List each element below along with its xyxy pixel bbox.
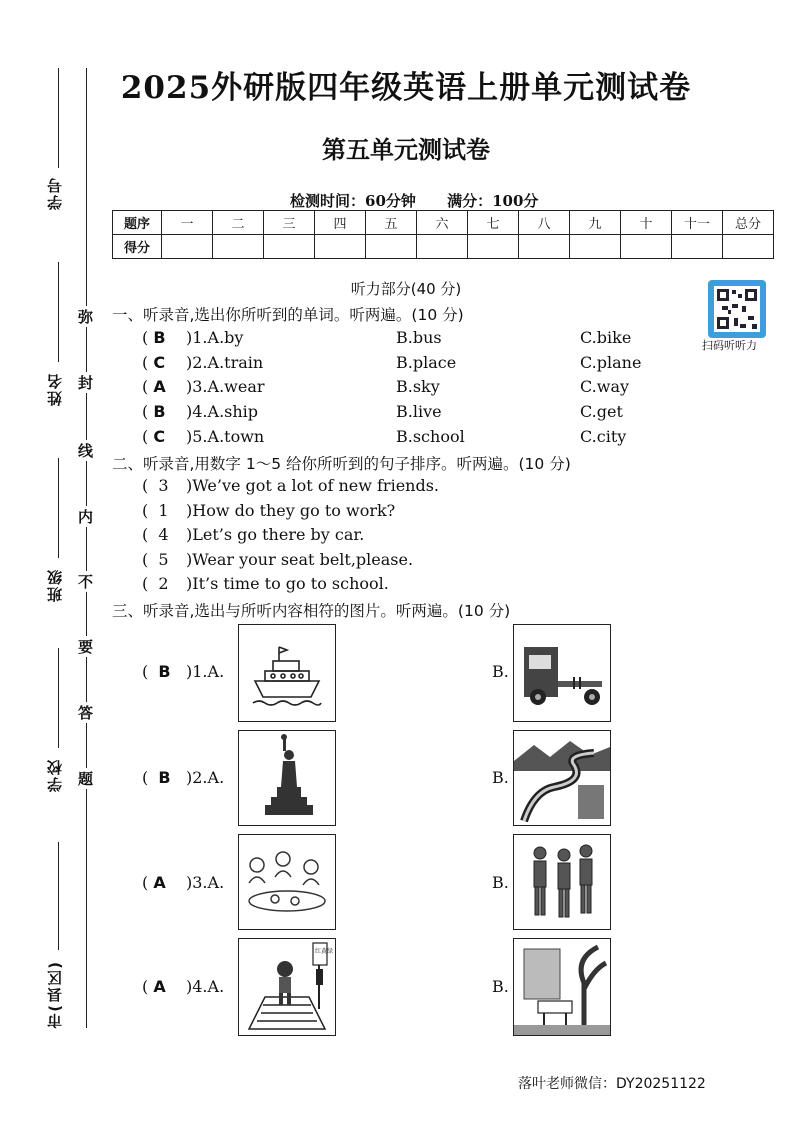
- score-cell[interactable]: [468, 235, 519, 259]
- answer-value: B: [158, 768, 171, 787]
- city-label: 市(县区): [46, 960, 64, 1029]
- statue-of-liberty-picture[interactable]: [238, 730, 336, 826]
- table-column-header: 一: [162, 211, 213, 235]
- answer-value: B: [153, 402, 166, 421]
- seal-char: 封: [78, 374, 94, 392]
- order-value: 3: [158, 476, 169, 495]
- option-b: B.bus: [396, 328, 442, 347]
- table-column-header: 二: [213, 211, 264, 235]
- score-cell[interactable]: [519, 235, 570, 259]
- table-column-header: 六: [417, 211, 468, 235]
- qr-label: 扫码听听力: [702, 339, 757, 352]
- option-a-label: )2.A.: [186, 768, 225, 787]
- page-title: 2025外研版四年级英语上册单元测试卷: [120, 70, 692, 106]
- order-blank[interactable]: ( 1: [142, 501, 169, 520]
- option-b-label: B.: [492, 662, 509, 681]
- order-value: 4: [158, 525, 169, 544]
- order-blank[interactable]: ( 3: [142, 476, 169, 495]
- great-wall-picture[interactable]: [513, 730, 611, 826]
- student-id-label: 学号: [46, 176, 64, 210]
- answer-blank[interactable]: ( B: [142, 402, 166, 421]
- sentence: )Wear your seat belt,please.: [186, 550, 414, 569]
- option-c: C.bike: [580, 328, 632, 347]
- score-cell[interactable]: [417, 235, 468, 259]
- margin-rule: [58, 262, 59, 362]
- ship-picture[interactable]: [238, 624, 336, 722]
- picnic-picture[interactable]: [238, 834, 336, 930]
- table-column-header: 四: [315, 211, 366, 235]
- answer-blank[interactable]: ( B: [142, 768, 171, 787]
- option-b: B.sky: [396, 377, 440, 396]
- score-table-header-row: [113, 211, 774, 235]
- option-b: B.school: [396, 427, 465, 446]
- option-a-label: )1.A.: [186, 662, 225, 681]
- statue-icon: [239, 731, 335, 825]
- option-a: )2.A.train: [186, 353, 264, 372]
- crosswalk-icon: [239, 939, 335, 1035]
- answer-blank[interactable]: ( B: [142, 662, 171, 681]
- hikers-icon: [514, 835, 610, 929]
- option-b: B.live: [396, 402, 442, 421]
- option-a: )4.A.ship: [186, 402, 259, 421]
- answer-value: B: [158, 662, 171, 681]
- option-b-label: B.: [492, 768, 509, 787]
- tree-and-sign-icon: [514, 939, 610, 1035]
- score-cell[interactable]: [213, 235, 264, 259]
- class-label: 班级: [46, 568, 64, 602]
- margin-rule: [58, 842, 59, 950]
- sign-text: 红黄绿: [315, 948, 334, 955]
- seal-char: 不: [78, 573, 94, 591]
- answer-blank[interactable]: ( A: [142, 977, 166, 996]
- option-c: C.way: [580, 377, 630, 396]
- order-blank[interactable]: ( 4: [142, 525, 169, 544]
- answer-blank[interactable]: ( C: [142, 427, 166, 446]
- table-column-header: 五: [366, 211, 417, 235]
- option-a-label: )4.A.: [186, 977, 225, 996]
- table-header-cell: 题序: [113, 211, 162, 235]
- sentence: )It’s time to go to school.: [186, 574, 389, 593]
- exam-meta: [290, 190, 564, 211]
- unit-subtitle: 第五单元测试卷: [322, 135, 490, 164]
- score-cell[interactable]: [162, 235, 213, 259]
- time-limit: 检测时间：60分钟: [290, 192, 416, 210]
- margin-rule: [58, 458, 59, 558]
- truck-picture[interactable]: [513, 624, 611, 722]
- order-value: 2: [158, 574, 169, 593]
- answer-blank[interactable]: ( B: [142, 328, 166, 347]
- option-a: )5.A.town: [186, 427, 265, 446]
- option-b-label: B.: [492, 977, 509, 996]
- listening-heading: 听力部分(40 分): [350, 280, 462, 298]
- option-b-label: B.: [492, 873, 509, 892]
- answer-value: A: [153, 977, 166, 996]
- seal-char: 答: [78, 704, 94, 722]
- option-a: )3.A.wear: [186, 377, 265, 396]
- score-cell[interactable]: [723, 235, 774, 259]
- school-label: 学校: [46, 758, 64, 792]
- children-picnic-icon: [239, 835, 335, 929]
- table-column-header: 十: [621, 211, 672, 235]
- great-wall-icon: [514, 731, 610, 825]
- table-header-cell: 得分: [113, 235, 162, 259]
- answer-value: B: [153, 328, 166, 347]
- score-table-score-row: [113, 235, 774, 259]
- table-column-header: 八: [519, 211, 570, 235]
- seal-char: 线: [78, 442, 94, 460]
- answer-value: C: [153, 427, 166, 446]
- table-column-header: 十一: [672, 211, 723, 235]
- order-blank[interactable]: ( 2: [142, 574, 169, 593]
- answer-blank[interactable]: ( A: [142, 873, 166, 892]
- order-value: 5: [158, 550, 169, 569]
- score-cell[interactable]: [621, 235, 672, 259]
- answer-blank[interactable]: ( A: [142, 377, 166, 396]
- seal-line: [86, 68, 87, 1028]
- answer-blank[interactable]: ( C: [142, 353, 166, 372]
- sentence: )Let’s go there by car.: [186, 525, 365, 544]
- part2-heading: 二、听录音,用数字 1～5 给你所听到的句子排序。听两遍。(10 分): [112, 455, 571, 473]
- option-c: C.plane: [580, 353, 642, 372]
- option-a: )1.A.by: [186, 328, 244, 347]
- part1-heading: 一、听录音,选出你所听到的单词。听两遍。(10 分): [112, 306, 464, 324]
- option-b: B.place: [396, 353, 457, 372]
- score-cell[interactable]: [315, 235, 366, 259]
- hikers-picture[interactable]: [513, 834, 611, 930]
- footer-contact: 落叶老师微信：DY20251122: [518, 1076, 706, 1092]
- truck-icon: [514, 625, 610, 721]
- margin-rule: [58, 648, 59, 748]
- sentence: )We’ve got a lot of new friends.: [186, 476, 440, 495]
- table-column-header: 七: [468, 211, 519, 235]
- score-cell[interactable]: [366, 235, 417, 259]
- seal-char: 要: [78, 638, 94, 656]
- part3-heading: 三、听录音,选出与所听内容相符的图片。听两遍。(10 分): [112, 602, 511, 620]
- option-a-label: )3.A.: [186, 873, 225, 892]
- table-column-header: 三: [264, 211, 315, 235]
- score-cell[interactable]: [672, 235, 723, 259]
- score-cell[interactable]: [570, 235, 621, 259]
- answer-value: A: [153, 377, 166, 396]
- full-score: 满分：100分: [447, 192, 539, 210]
- option-c: C.get: [580, 402, 623, 421]
- name-label: 姓名: [46, 372, 64, 406]
- score-cell[interactable]: [264, 235, 315, 259]
- order-blank[interactable]: ( 5: [142, 550, 169, 569]
- seal-char: 弥: [78, 308, 94, 326]
- seal-char: 内: [78, 508, 94, 526]
- ship-icon: [239, 625, 335, 721]
- order-value: 1: [158, 501, 169, 520]
- sentence: )How do they go to work?: [186, 501, 396, 520]
- table-column-header: 总分: [723, 211, 774, 235]
- answer-value: C: [153, 353, 166, 372]
- seal-char: 题: [78, 770, 94, 788]
- score-table: [112, 210, 774, 259]
- option-c: C.city: [580, 427, 627, 446]
- crosswalk-picture[interactable]: [238, 938, 336, 1036]
- answer-value: A: [153, 873, 166, 892]
- table-column-header: 九: [570, 211, 621, 235]
- museum-sign-picture[interactable]: [513, 938, 611, 1036]
